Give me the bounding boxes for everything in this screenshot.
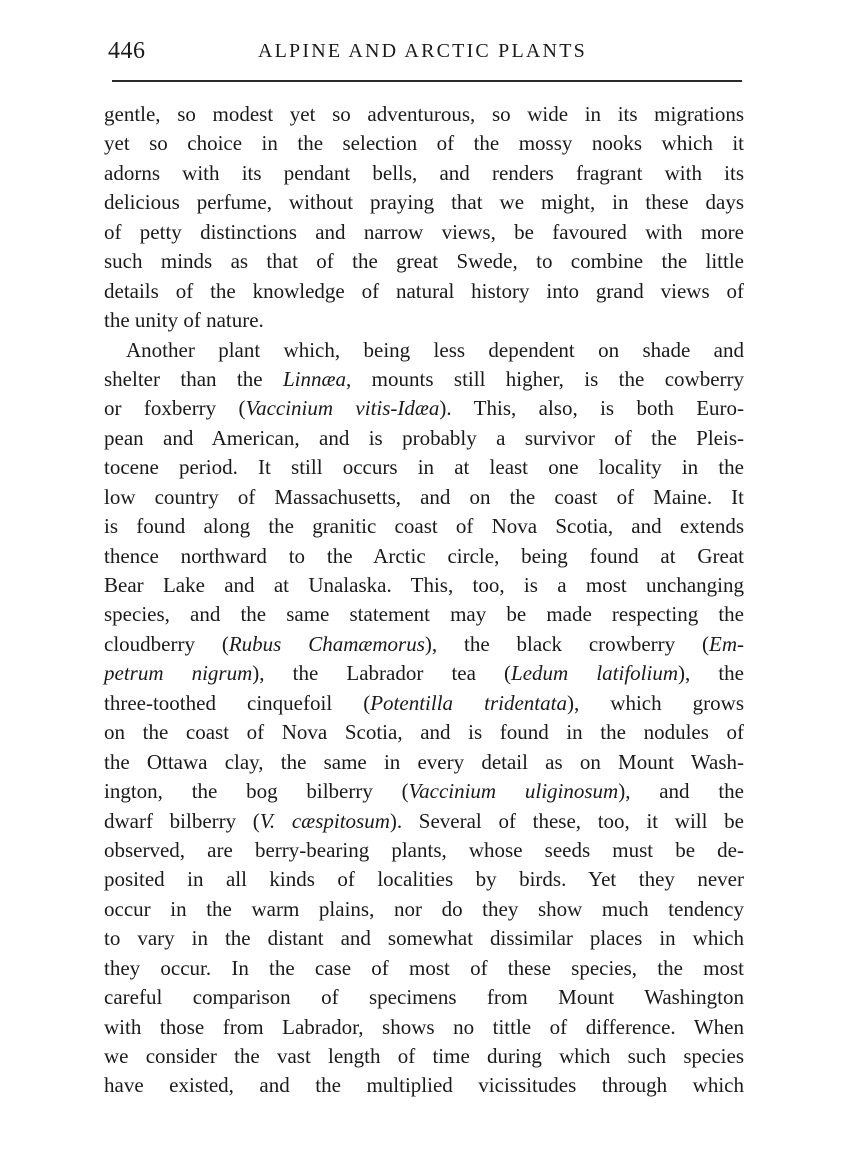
running-title: ALPINE AND ARCTIC PLANTS <box>258 40 587 62</box>
text-run: they occur. In the case of most of these species, the most <box>104 955 744 980</box>
text-line <box>104 630 744 659</box>
text-run: ). This, also, is both Euro- <box>439 396 745 421</box>
italic-term: Em- <box>709 631 744 656</box>
text-run: ), the black crowberry ( <box>424 631 709 656</box>
text-line <box>104 424 744 453</box>
text-line <box>104 777 744 806</box>
text-line <box>104 1013 744 1042</box>
text-line <box>104 1071 744 1100</box>
text-line <box>104 718 744 747</box>
header-rule <box>112 80 742 82</box>
text-line <box>104 247 744 276</box>
text-line <box>104 807 744 836</box>
text-line <box>104 836 744 865</box>
text-run: , mounts still higher, is the cowberry <box>346 366 744 391</box>
text-line <box>104 895 744 924</box>
text-run: yet so choice in the selection of the mossy nooks which it <box>104 131 744 156</box>
text-run: occur in the warm plains, nor do they show much tendency <box>104 896 744 921</box>
text-run: low country of Massachusetts, and on the coast of Maine. It <box>104 484 744 509</box>
text-line <box>104 865 744 894</box>
text-run: cloudberry ( <box>104 631 229 656</box>
text-run: with those from Labrador, shows no tittle of difference. When <box>104 1014 744 1039</box>
text-line <box>104 100 744 129</box>
text-line <box>104 277 744 306</box>
text-run: ). Several of these, too, it will be <box>389 808 744 833</box>
text-line <box>104 483 744 512</box>
text-run: of petty distinctions and narrow views, be favoured with more <box>104 219 744 244</box>
text-run: gentle, so modest yet so adventurous, so wide in its migrations <box>104 102 744 126</box>
text-run: we consider the vast length of time during which such species <box>104 1044 744 1068</box>
text-run: shelter than the <box>104 366 283 391</box>
text-run: pean and American, and is probably a survivor of the Pleis- <box>104 425 744 450</box>
italic-term: petrum nigrum <box>104 661 253 686</box>
text-run: have existed, and the multiplied vicissitudes through which <box>104 1073 744 1098</box>
text-run: posited in all kinds of localities by birds. Yet they never <box>104 867 744 892</box>
text-run: Another plant which, being less dependent on shade and <box>126 337 744 362</box>
italic-term: Vaccinium uliginosum <box>408 779 619 804</box>
page-number: 446 <box>108 38 146 64</box>
text-run: adorns with its pendant bells, and renders fragrant with its <box>104 160 744 185</box>
text-line <box>104 218 744 247</box>
text-run: details of the knowledge of natural history into grand views of <box>104 278 744 303</box>
text-run: ington, the bog bilberry ( <box>104 779 409 804</box>
paragraph-first-line <box>104 336 744 365</box>
text-run: to vary in the distant and somewhat dissimilar places in which <box>104 926 744 951</box>
text-line <box>104 659 744 688</box>
text-run: or foxberry ( <box>104 396 246 421</box>
text-run: such minds as that of the great Swede, to combine the little <box>104 249 744 274</box>
body-text <box>104 100 744 1101</box>
italic-term: Vaccinium vitis-Idæa <box>245 396 440 421</box>
text-line <box>104 748 744 777</box>
text-line <box>104 365 744 394</box>
text-run: ), the <box>678 661 745 686</box>
text-run: tocene period. It still occurs in at least one locality in the <box>104 455 744 480</box>
italic-term: Potentilla tridentata <box>370 690 567 715</box>
text-run: three-toothed cinquefoil ( <box>104 690 371 715</box>
text-line <box>104 394 744 423</box>
text-run: the Ottawa clay, the same in every detail as on Mount Wash- <box>104 749 744 774</box>
running-head <box>108 38 744 70</box>
text-run: ), and the <box>618 779 744 804</box>
italic-term: Ledum latifolium <box>511 661 678 686</box>
text-run: thence northward to the Arctic circle, being found at Great <box>104 543 744 568</box>
text-line <box>104 129 744 158</box>
text-line <box>104 954 744 983</box>
text-run: dwarf bilberry ( <box>104 808 260 833</box>
text-run: on the coast of Nova Scotia, and is found in the nodules of <box>104 720 744 745</box>
text-line <box>104 600 744 629</box>
italic-term: Linnæa <box>282 366 347 391</box>
text-line <box>104 983 744 1012</box>
text-run: ), the Labrador tea ( <box>252 661 512 686</box>
text-run: observed, are berry-bearing plants, whose seeds must be de- <box>104 837 744 862</box>
text-run: the unity of nature. <box>104 308 264 333</box>
text-line <box>104 1042 744 1071</box>
text-line <box>104 512 744 541</box>
text-line <box>104 453 744 482</box>
text-run: is found along the granitic coast of Nova Scotia, and extends <box>104 514 744 539</box>
italic-term: Rubus Chamæmorus <box>228 631 425 656</box>
text-line <box>104 689 744 718</box>
text-line <box>104 188 744 217</box>
text-run: species, and the same statement may be made respecting the <box>104 602 744 627</box>
text-line <box>104 924 744 953</box>
text-run: careful comparison of specimens from Mount Washington <box>104 985 744 1010</box>
text-run: delicious perfume, without praying that we might, in these days <box>104 190 744 215</box>
text-line <box>104 159 744 188</box>
text-run: ), which grows <box>566 690 745 715</box>
text-line <box>104 542 744 571</box>
text-line <box>104 571 744 600</box>
text-line <box>104 306 744 335</box>
italic-term: V. cæspitosum <box>259 808 390 833</box>
text-run: Bear Lake and at Unalaska. This, too, is a most unchanging <box>104 573 744 597</box>
